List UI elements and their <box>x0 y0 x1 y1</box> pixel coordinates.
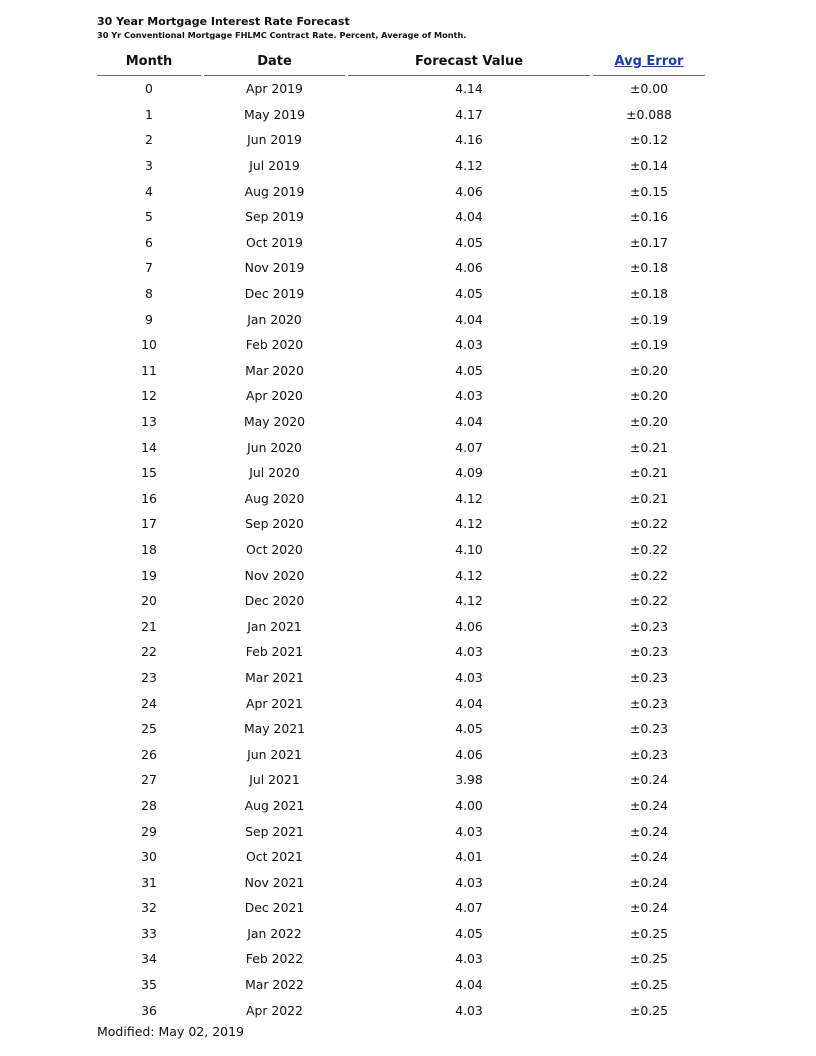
cell-date: Feb 2020 <box>245 337 304 353</box>
cell-month: 2 <box>145 132 153 148</box>
cell-date: Jun 2021 <box>247 746 302 762</box>
cell-forecast-value: 4.05 <box>455 234 483 250</box>
cell-month: 4 <box>145 183 153 199</box>
cell-avg-error: ±0.24 <box>630 900 668 916</box>
cell-forecast-value: 4.03 <box>455 874 483 890</box>
cell-forecast-value: 4.06 <box>455 183 483 199</box>
cell-avg-error: ±0.23 <box>630 618 668 634</box>
cell-month: 10 <box>141 337 157 353</box>
cell-date: Dec 2021 <box>244 900 305 916</box>
cell-forecast-value: 4.04 <box>455 977 483 993</box>
cell-avg-error: ±0.20 <box>630 362 668 378</box>
header-month: Month <box>97 47 201 76</box>
table-row <box>97 562 705 588</box>
cell-month: 14 <box>141 439 157 455</box>
cell-forecast-value: 4.05 <box>455 286 483 302</box>
cell-forecast-value: 4.03 <box>455 669 483 685</box>
cell-forecast-value: 4.16 <box>455 132 483 148</box>
cell-avg-error: ±0.18 <box>630 260 668 276</box>
table-row <box>97 306 705 332</box>
cell-date: Oct 2019 <box>246 234 303 250</box>
table-row <box>97 127 705 153</box>
cell-month: 3 <box>145 158 153 174</box>
cell-month: 9 <box>145 311 153 327</box>
cell-date: May 2020 <box>243 414 306 430</box>
cell-month: 12 <box>141 388 157 404</box>
table-row <box>97 639 705 665</box>
table-row <box>97 358 705 384</box>
table-row <box>97 434 705 460</box>
cell-date: Mar 2021 <box>245 669 304 685</box>
cell-date: Dec 2020 <box>244 593 305 609</box>
cell-month: 35 <box>141 977 157 993</box>
cell-date: Jul 2021 <box>249 772 300 788</box>
cell-forecast-value: 4.03 <box>455 951 483 967</box>
cell-avg-error: ±0.18 <box>630 286 668 302</box>
cell-date: May 2019 <box>243 106 306 122</box>
cell-date: Oct 2021 <box>246 849 303 865</box>
cell-month: 8 <box>145 286 153 302</box>
table-header-row <box>97 47 705 76</box>
cell-date: Apr 2019 <box>246 81 303 97</box>
cell-date: Dec 2019 <box>244 286 305 302</box>
cell-avg-error: ±0.25 <box>630 1002 668 1018</box>
avg-error-link[interactable]: Avg Error <box>614 53 684 69</box>
cell-forecast-value: 4.03 <box>455 823 483 839</box>
table-row <box>97 844 705 870</box>
cell-forecast-value: 4.06 <box>455 618 483 634</box>
cell-forecast-value: 4.05 <box>455 721 483 737</box>
cell-avg-error: ±0.22 <box>630 567 668 583</box>
cell-forecast-value: 4.09 <box>455 465 483 481</box>
cell-month: 33 <box>141 925 157 941</box>
cell-forecast-value: 4.12 <box>455 567 483 583</box>
table-row <box>97 76 705 102</box>
cell-date: Sep 2020 <box>245 516 304 532</box>
cell-avg-error: ±0.23 <box>630 746 668 762</box>
cell-month: 29 <box>141 823 157 839</box>
cell-month: 21 <box>141 618 157 634</box>
cell-avg-error: ±0.25 <box>630 925 668 941</box>
table-row <box>97 921 705 947</box>
cell-forecast-value: 4.05 <box>455 362 483 378</box>
cell-date: Jul 2020 <box>249 465 300 481</box>
cell-month: 32 <box>141 900 157 916</box>
cell-avg-error: ±0.22 <box>630 593 668 609</box>
cell-month: 22 <box>141 644 157 660</box>
cell-month: 7 <box>145 260 153 276</box>
table-row <box>97 281 705 307</box>
cell-forecast-value: 4.07 <box>455 900 483 916</box>
cell-date: Nov 2021 <box>244 874 305 890</box>
cell-avg-error: ±0.23 <box>630 644 668 660</box>
cell-date: Jun 2019 <box>247 132 302 148</box>
cell-month: 6 <box>145 234 153 250</box>
cell-date: Apr 2020 <box>246 388 303 404</box>
table-row <box>97 895 705 921</box>
cell-date: Sep 2019 <box>245 209 304 225</box>
table-row <box>97 869 705 895</box>
cell-date: Sep 2021 <box>245 823 304 839</box>
cell-month: 28 <box>141 797 157 813</box>
header-date: Date <box>204 47 345 76</box>
cell-avg-error: ±0.24 <box>630 797 668 813</box>
cell-date: Feb 2022 <box>245 951 304 967</box>
cell-forecast-value: 4.12 <box>455 490 483 506</box>
cell-month: 18 <box>141 541 157 557</box>
cell-avg-error: ±0.00 <box>630 81 668 97</box>
cell-month: 13 <box>141 414 157 430</box>
cell-date: Apr 2021 <box>246 695 303 711</box>
cell-month: 34 <box>141 951 157 967</box>
cell-forecast-value: 4.03 <box>455 337 483 353</box>
cell-forecast-value: 4.05 <box>455 925 483 941</box>
cell-month: 0 <box>145 81 153 97</box>
page-title: 30 Year Mortgage Interest Rate Forecast <box>97 15 350 28</box>
table-row <box>97 460 705 486</box>
table-row <box>97 793 705 819</box>
cell-avg-error: ±0.16 <box>630 209 668 225</box>
table-row <box>97 383 705 409</box>
cell-month: 30 <box>141 849 157 865</box>
cell-forecast-value: 4.06 <box>455 260 483 276</box>
page-subtitle: 30 Yr Conventional Mortgage FHLMC Contract Rate. Percent, Average of Month. <box>97 30 467 40</box>
cell-month: 16 <box>141 490 157 506</box>
cell-forecast-value: 4.04 <box>455 209 483 225</box>
table-row <box>97 818 705 844</box>
cell-avg-error: ±0.23 <box>630 721 668 737</box>
cell-forecast-value: 4.04 <box>455 695 483 711</box>
table-row <box>97 613 705 639</box>
table-row <box>97 716 705 742</box>
header-avg-error <box>593 47 705 76</box>
cell-month: 1 <box>145 106 153 122</box>
forecast-table <box>97 47 705 1023</box>
cell-month: 26 <box>141 746 157 762</box>
header-forecast-value: Forecast Value <box>348 47 590 76</box>
cell-avg-error: ±0.15 <box>630 183 668 199</box>
table-row <box>97 767 705 793</box>
cell-forecast-value: 4.03 <box>455 388 483 404</box>
cell-forecast-value: 4.14 <box>455 81 483 97</box>
cell-date: Jan 2022 <box>247 925 302 941</box>
cell-month: 24 <box>141 695 157 711</box>
cell-forecast-value: 4.12 <box>455 593 483 609</box>
cell-date: Aug 2021 <box>244 797 305 813</box>
cell-date: Nov 2020 <box>244 567 305 583</box>
cell-avg-error: ±0.21 <box>630 490 668 506</box>
modified-date: Modified: May 02, 2019 <box>97 1024 245 1039</box>
cell-avg-error: ±0.24 <box>630 772 668 788</box>
cell-avg-error: ±0.24 <box>630 874 668 890</box>
cell-forecast-value: 4.10 <box>455 541 483 557</box>
cell-forecast-value: 3.98 <box>455 772 483 788</box>
cell-date: Mar 2022 <box>245 977 304 993</box>
cell-avg-error: ±0.23 <box>630 695 668 711</box>
cell-date: Mar 2020 <box>245 362 304 378</box>
table-row <box>97 588 705 614</box>
cell-avg-error: ±0.25 <box>630 977 668 993</box>
cell-forecast-value: 4.06 <box>455 746 483 762</box>
table-row <box>97 255 705 281</box>
table-row <box>97 741 705 767</box>
cell-forecast-value: 4.17 <box>455 106 483 122</box>
cell-avg-error: ±0.12 <box>630 132 668 148</box>
cell-avg-error: ±0.22 <box>630 541 668 557</box>
cell-avg-error: ±0.20 <box>630 414 668 430</box>
cell-forecast-value: 4.12 <box>455 516 483 532</box>
table-row <box>97 946 705 972</box>
cell-avg-error: ±0.20 <box>630 388 668 404</box>
table-row <box>97 486 705 512</box>
cell-month: 5 <box>145 209 153 225</box>
cell-month: 20 <box>141 593 157 609</box>
cell-date: Oct 2020 <box>246 541 303 557</box>
cell-date: Aug 2019 <box>244 183 305 199</box>
table-row <box>97 178 705 204</box>
cell-avg-error: ±0.19 <box>630 311 668 327</box>
table-row <box>97 153 705 179</box>
table-row <box>97 204 705 230</box>
cell-date: Jun 2020 <box>247 439 302 455</box>
cell-month: 23 <box>141 669 157 685</box>
cell-forecast-value: 4.03 <box>455 1002 483 1018</box>
cell-avg-error: ±0.088 <box>626 106 672 122</box>
table-row <box>97 665 705 691</box>
cell-forecast-value: 4.00 <box>455 797 483 813</box>
table-row <box>97 230 705 256</box>
cell-date: Aug 2020 <box>244 490 305 506</box>
cell-month: 19 <box>141 567 157 583</box>
cell-date: Jan 2020 <box>247 311 302 327</box>
cell-month: 15 <box>141 465 157 481</box>
table-row <box>97 690 705 716</box>
cell-forecast-value: 4.04 <box>455 311 483 327</box>
cell-month: 31 <box>141 874 157 890</box>
cell-month: 27 <box>141 772 157 788</box>
cell-forecast-value: 4.07 <box>455 439 483 455</box>
cell-avg-error: ±0.17 <box>630 234 668 250</box>
cell-avg-error: ±0.21 <box>630 465 668 481</box>
table-row <box>97 332 705 358</box>
table-row <box>97 102 705 128</box>
cell-avg-error: ±0.21 <box>630 439 668 455</box>
cell-date: Feb 2021 <box>245 644 304 660</box>
cell-avg-error: ±0.19 <box>630 337 668 353</box>
cell-date: Jul 2019 <box>249 158 300 174</box>
cell-avg-error: ±0.24 <box>630 849 668 865</box>
cell-month: 36 <box>141 1002 157 1018</box>
cell-forecast-value: 4.03 <box>455 644 483 660</box>
table-row <box>97 997 705 1023</box>
cell-avg-error: ±0.23 <box>630 669 668 685</box>
table-body <box>97 76 705 1023</box>
cell-date: Nov 2019 <box>244 260 305 276</box>
table-row <box>97 511 705 537</box>
cell-month: 25 <box>141 721 157 737</box>
cell-forecast-value: 4.04 <box>455 414 483 430</box>
cell-date: Apr 2022 <box>246 1002 303 1018</box>
cell-date: Jan 2021 <box>247 618 302 634</box>
cell-avg-error: ±0.22 <box>630 516 668 532</box>
cell-avg-error: ±0.25 <box>630 951 668 967</box>
cell-month: 11 <box>141 362 157 378</box>
cell-avg-error: ±0.14 <box>630 158 668 174</box>
table-row <box>97 409 705 435</box>
cell-month: 17 <box>141 516 157 532</box>
table-row <box>97 972 705 998</box>
cell-forecast-value: 4.01 <box>455 849 483 865</box>
cell-avg-error: ±0.24 <box>630 823 668 839</box>
table-row <box>97 537 705 563</box>
cell-date: May 2021 <box>243 721 306 737</box>
cell-forecast-value: 4.12 <box>455 158 483 174</box>
